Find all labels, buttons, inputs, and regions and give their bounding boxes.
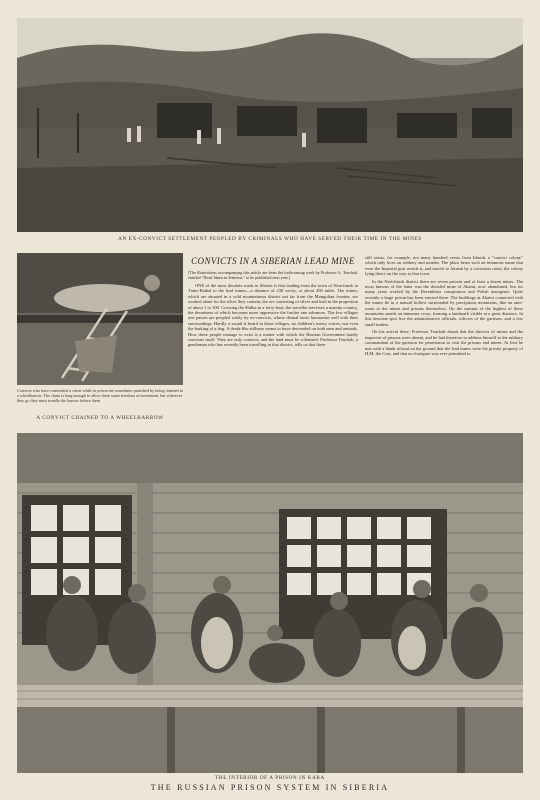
prison-interior-caption: THE INTERIOR OF A PRISON IN KARA bbox=[215, 775, 325, 781]
article-column-1 bbox=[188, 270, 358, 424]
wheelbarrow-small-caption: Convicts who have committed a crime while in prison are sometimes punished by being chained to a wheelbarrow. The chain is long enough to allow them some freedom of movement, but wherever they go they must trundle the barrow before them bbox=[17, 388, 183, 403]
article-paragraph: still exists, for example, not many hundred versts from Irkutsk a "convict colony" which only lives on robbery and murder. The place bears such an infamous name that even the Imperial post avoids it, and travels to Irkutsk by a circuitous route, the colony lying direct on the way to that town. bbox=[365, 255, 523, 277]
article-note: [The illustrations accompanying this article are from the forthcoming work by Professor A. Teuchak, entitled "Dead Jaben in Siberien," to be published next year.] bbox=[188, 270, 358, 280]
article-paragraph: In the Nertchinsk district there are seven prisons and at least a dozen mines. The most famous of the latter was the dreaded mine of Akatui, now abandoned, but for many years worked by the Decembrist conspirators and Polish insurgents. Quite recently a large prison has been erected there. The buildings at Akatui connected with the mines lie in a natural hollow surrounded by precipitous mountains, like an ante-room to the mines and prisons themselves. On the summit of the highest of these mountains stands an immense cross, forming a landmark visible at a great distance. In this desolate spot live the administrative officials, officers of the garrison, and a few small traders. bbox=[365, 278, 523, 327]
settlement-photo bbox=[17, 18, 523, 232]
prison-interior-photo bbox=[17, 433, 523, 773]
page-title: THE RUSSIAN PRISON SYSTEM IN SIBERIA bbox=[150, 783, 390, 792]
article-title: CONVICTS IN A SIBERIAN LEAD MINE bbox=[191, 256, 355, 266]
wheelbarrow-photo bbox=[17, 253, 183, 385]
article-paragraph: On his arrival there, Professor Tenchak found that the director of mines and the inspector of prisons were absent, and he had therefore to address himself to the military commandant of the garrison for permission to visit the prisons and mines. At first he met with a blank refusal on the ground that the lead mines were the private property of H.M. the Czar, and that no foreigner was ever permitted to bbox=[365, 329, 523, 356]
wheelbarrow-caption: A CONVICT CHAINED TO A WHEELBARROW bbox=[36, 415, 164, 421]
settlement-caption: AN EX-CONVICT SETTLEMENT PEOPLED BY CRIMINALS WHO HAVE SERVED THEIR TIME IN THE MINES bbox=[118, 236, 422, 242]
article-paragraph: ONE of the most desolate roads in Siberia is that leading from the town of Nertchinsk in Trans-Baikal to the lead mines—a distance of 238 versts, or about 200 miles. The mines, which are situated in a wild mountainous district not far from the Mongolian frontier, are worked alone for the silver they contain, the ore consisting of silver and lead in the proportion of about 1 to 100. Crossing the Shilka in a ferry-boat, the traveller traverses a marshy country, the dreariness of which becomes more oppressive the further one advances. The few villages one passes are peopled solely by ex-convicts, whose dismal faces harmonise well with their surroundings. Hardly a sound is heard in these villages, no children's merry voices, not even the barking of a dog. A death-like stillness seems to have descended on both men and animals. How these people manage to exist is a matter with which the Russian Government hardly concerns itself. They are only convicts, and the land must be colonised. Professor Tenchak, a gentleman who has recently been travelling in that district, tells us that there bbox=[188, 283, 358, 348]
article-column-2 bbox=[365, 255, 523, 425]
